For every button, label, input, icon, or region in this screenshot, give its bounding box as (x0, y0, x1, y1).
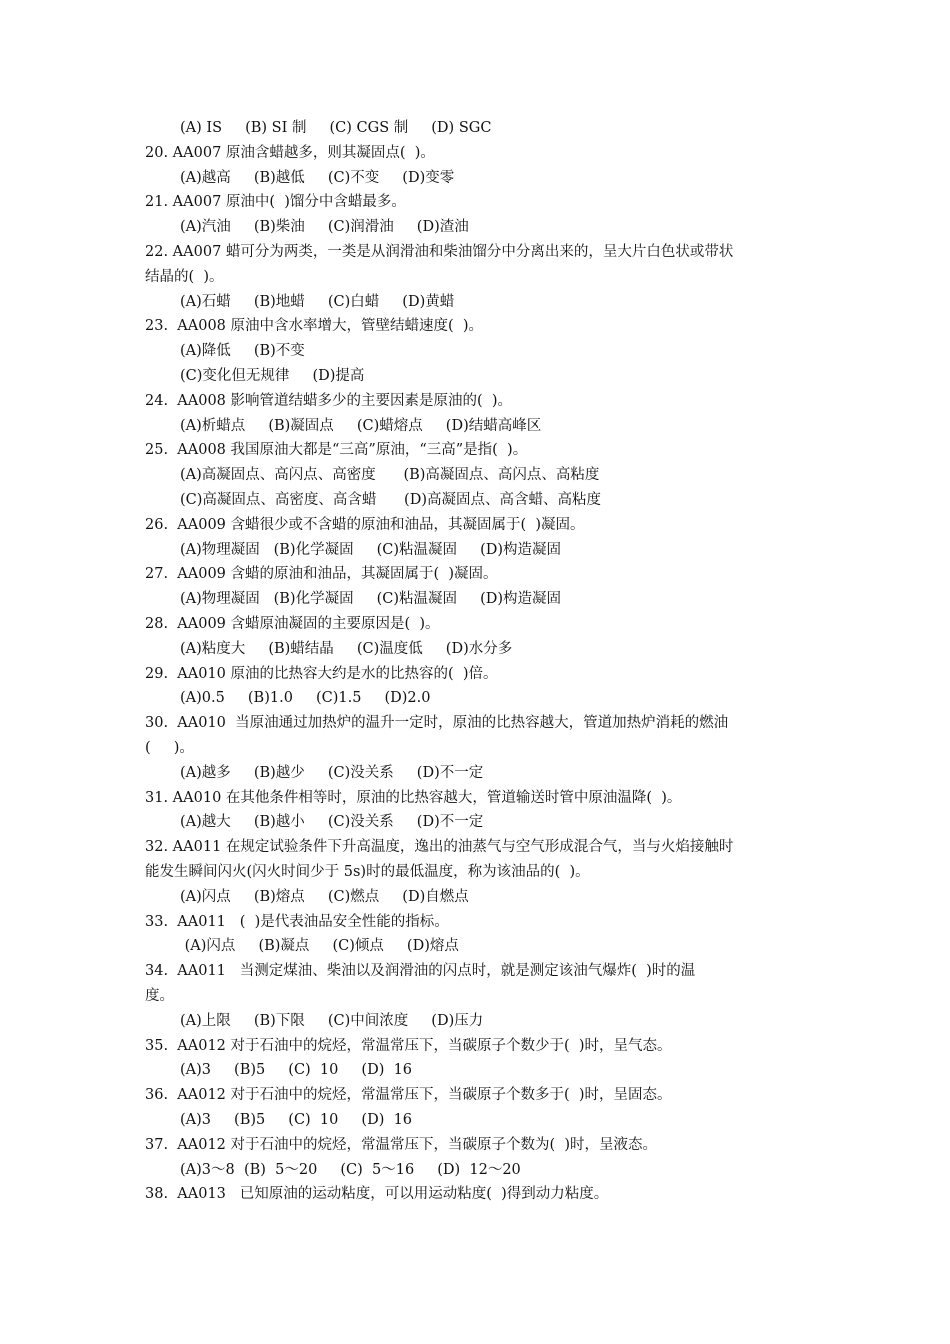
answer-options: (A)物理凝固 (B)化学凝固 (C)粘温凝固 (D)构造凝固 (180, 541, 562, 558)
answer-options: (A)高凝固点、高闪点、高密度 (B)高凝固点、高闪点、高粘度 (180, 467, 600, 484)
answer-options: (A)越大 (B)越小 (C)没关系 (D)不一定 (180, 814, 484, 831)
question-text: 26. AA009 含蜡很少或不含蜡的原油和油品，其凝固属于( )凝固。 (145, 516, 585, 533)
answer-options: (A)粘度大 (B)蜡结晶 (C)温度低 (D)水分多 (180, 640, 513, 657)
question-text: 30. AA010 当原油通过加热炉的温升一定时，原油的比热容越大，管道加热炉消耗的燃油 (145, 715, 729, 732)
answer-options: (A)3 (B)5 (C) 10 (D) 16 (180, 1112, 413, 1128)
answer-options: (A) IS (B) SI 制 (C) CGS 制 (D) SGC (180, 120, 492, 136)
question-text: 24. AA008 影响管道结蜡多少的主要因素是原油的( )。 (145, 392, 513, 409)
question-text: 31. AA010 在其他条件相等时，原油的比热容越大，管道输送时管中原油温降( )。 (145, 789, 682, 806)
question-text: 22. AA007 蜡可分为两类，一类是从润滑油和柴油馏分中分离出来的，呈大片白色状或带状 (145, 244, 734, 260)
answer-options: (C)高凝固点、高密度、高含蜡 (D)高凝固点、高含蜡、高粘度 (180, 492, 602, 508)
question-text: 32. AA011 在规定试验条件下升高温度，逸出的油蒸气与空气形成混合气，当与火焰接触时 (145, 839, 734, 856)
question-continuation: 度。 (145, 988, 174, 1004)
answer-options: (A)越高 (B)越低 (C)不变 (D)变零 (180, 169, 455, 186)
answer-options: (A)3～8 (B) 5～20 (C) 5～16 (D) 12～20 (180, 1161, 521, 1178)
answer-options: (C)变化但无规律 (D)提高 (180, 368, 365, 384)
answer-options: (A)析蜡点 (B)凝固点 (C)蜡熔点 (D)结蜡高峰区 (180, 417, 542, 434)
question-continuation: 结晶的( )。 (145, 268, 224, 285)
question-continuation: ( )。 (145, 740, 194, 756)
question-text: 35. AA012 对于石油中的烷烃，常温常压下，当碳原子个数少于( )时，呈气态。 (145, 1037, 672, 1054)
answer-options: (A)越多 (B)越少 (C)没关系 (D)不一定 (180, 764, 484, 781)
question-text: 38. AA013 已知原油的运动粘度，可以用运动粘度( )得到动力粘度。 (145, 1186, 609, 1203)
question-text: 21. AA007 原油中( )馏分中含蜡最多。 (145, 194, 406, 211)
question-text: 36. AA012 对于石油中的烷烃，常温常压下，当碳原子个数多于( )时，呈固态。 (145, 1087, 672, 1104)
question-text: 20. AA007 原油含蜡越多，则其凝固点( )。 (145, 144, 435, 161)
question-text: 23. AA008 原油中含水率增大，管壁结蜡速度( )。 (145, 318, 484, 335)
question-text: 29. AA010 原油的比热容大约是水的比热容的( )倍。 (145, 665, 498, 682)
answer-options: (A)石蜡 (B)地蜡 (C)白蜡 (D)黄蜡 (180, 293, 455, 310)
answer-options: (A)闪点 (B)熔点 (C)燃点 (D)自燃点 (180, 888, 469, 905)
question-text: 33. AA011 ( )是代表油品安全性能的指标。 (145, 913, 449, 930)
answer-options: (A)闪点 (B)凝点 (C)倾点 (D)熔点 (180, 938, 459, 955)
question-text: 37. AA012 对于石油中的烷烃，常温常压下，当碳原子个数为( )时，呈液态。 (145, 1136, 658, 1153)
answer-options: (A)0.5 (B)1.0 (C)1.5 (D)2.0 (180, 690, 431, 707)
answer-options: (A)汽油 (B)柴油 (C)润滑油 (D)渣油 (180, 219, 469, 236)
question-text: 34. AA011 当测定煤油、柴油以及润滑油的闪点时，就是测定该油气爆炸( )时的温 (145, 963, 696, 980)
question-text: 28. AA009 含蜡原油凝固的主要原因是( )。 (145, 616, 440, 632)
question-continuation: 能发生瞬间闪火(闪火时间少于 5s)时的最低温度，称为该油品的( )。 (145, 864, 590, 880)
question-text: 25. AA008 我国原油大都是“三高”原油，“三高”是指( )。 (145, 442, 528, 459)
answer-options: (A)上限 (B)下限 (C)中间浓度 (D)压力 (180, 1012, 484, 1029)
answer-options: (A)降低 (B)不变 (180, 343, 305, 360)
answer-options: (A)物理凝固 (B)化学凝固 (C)粘温凝固 (D)构造凝固 (180, 591, 562, 608)
answer-options: (A)3 (B)5 (C) 10 (D) 16 (180, 1062, 413, 1079)
question-text: 27. AA009 含蜡的原油和油品，其凝固属于( )凝固。 (145, 566, 498, 583)
